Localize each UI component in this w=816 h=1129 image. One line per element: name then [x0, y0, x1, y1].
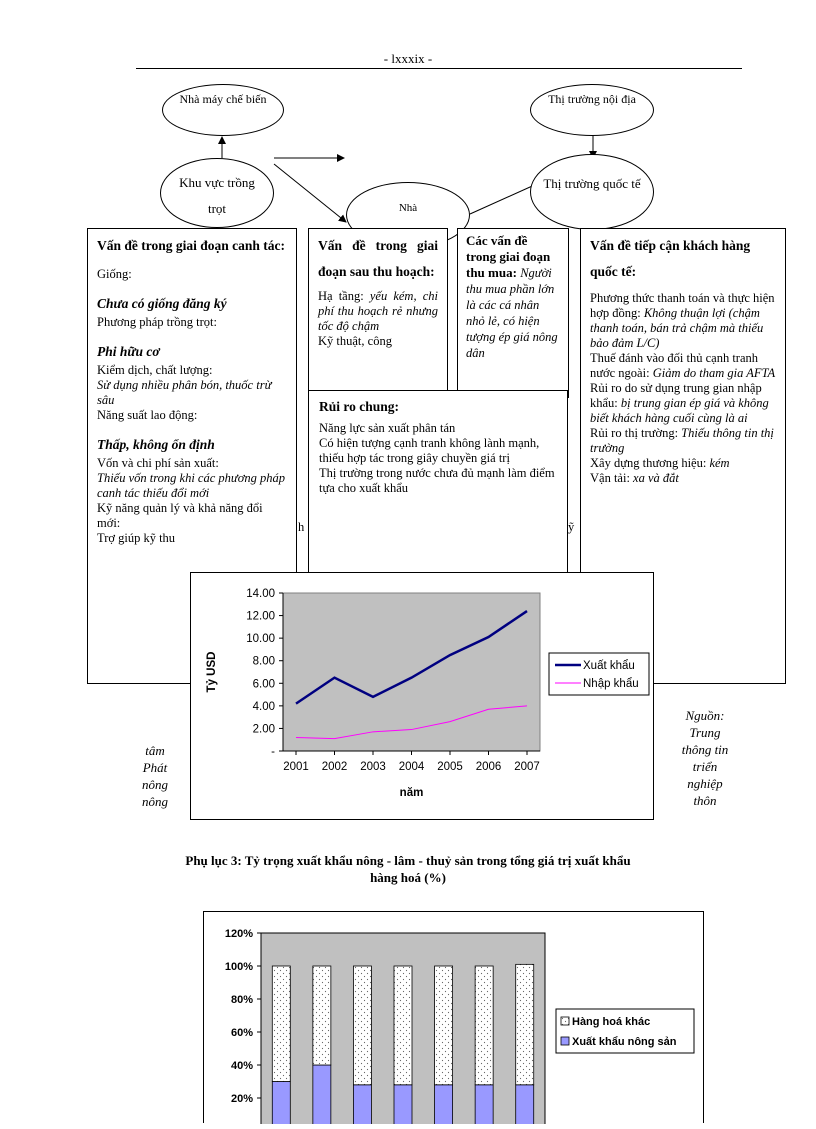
node-growing-area-label: Khu vực trồng trọt — [179, 175, 255, 216]
line-chart — [190, 572, 654, 820]
international-line-value: kém — [709, 456, 730, 470]
left-stub-line: Phát — [142, 760, 168, 775]
international-line-label: Rủi ro thị trường: — [590, 426, 682, 440]
line-x-tick-label: 2005 — [437, 761, 463, 773]
bar-legend-swatch — [561, 1017, 569, 1025]
bar-agri-export — [435, 1085, 453, 1124]
page-number: - lxxxix - — [383, 51, 433, 66]
box-cultivation-title: Vấn đề trong giai đoạn canh tác: — [97, 238, 286, 253]
left-stub-line: nông — [142, 794, 168, 809]
cultivation-line: Kỹ năng quản lý và khả năng đổi mới: — [97, 501, 263, 530]
node-domestic-market — [530, 84, 654, 136]
post-harvest-infra-label: Hạ tầng: — [318, 289, 370, 303]
bar-agri-export — [313, 1065, 331, 1124]
box-cultivation-content — [97, 267, 287, 546]
cultivation-line: Giống: — [97, 267, 132, 281]
international-line-value: xa và đắt — [633, 471, 679, 485]
line-y-axis-label: Tỷ USD — [206, 651, 218, 693]
bar-agri-export — [475, 1085, 493, 1124]
bar-y-tick-label: 60% — [230, 1027, 253, 1039]
post-harvest-tech: Kỹ thuật, công — [318, 334, 392, 348]
left-stub-line: tâm — [145, 743, 165, 758]
line-y-tick-label: 2.00 — [252, 723, 275, 736]
bar-agri-export — [272, 1082, 290, 1125]
cultivation-line: Năng suất lao động: — [97, 408, 198, 422]
line-x-tick-label: 2004 — [398, 761, 425, 773]
box-purchasing-text: Người thu mua phần lớn là các cá nhân nhỏ lẻ, có hiện tượng ép giá nông dân — [466, 266, 558, 360]
line-y-tick-label: 6.00 — [252, 678, 275, 691]
bar-agri-export — [394, 1085, 412, 1124]
international-line-label: Xây dựng thương hiệu: — [590, 456, 710, 470]
text-fragment-y: ỹ — [568, 520, 575, 534]
bar-other-goods — [435, 966, 453, 1085]
international-line-value: bị trung gian ép giá và không biết khách hàng cuối cùng là ai — [590, 396, 769, 425]
right-stub-line: triển — [692, 759, 718, 774]
appendix-caption — [0, 852, 816, 886]
right-stub-line: Nguồn: — [685, 708, 725, 723]
cultivation-line: Phương pháp trồng trọt: — [97, 315, 217, 329]
node-growing-area — [160, 158, 274, 228]
general-risk-line-1: Năng lực sản xuất phân tán — [319, 421, 456, 435]
box-general-risk — [308, 390, 568, 582]
box-post-harvest — [308, 228, 448, 398]
line-plot-area — [283, 593, 540, 751]
box-international-content — [590, 291, 776, 486]
bar-other-goods — [313, 966, 331, 1065]
line-legend-label: Nhập khẩu — [583, 678, 639, 690]
caption-line-1: Phụ lục 3: Tỷ trọng xuất khẩu nông - lâm - thuỷ sản trong tổng giá trị xuất khẩu — [185, 853, 631, 868]
line-legend-label: Xuất khẩu — [583, 660, 635, 672]
line-y-tick-label: 10.00 — [246, 633, 275, 646]
cultivation-line: Trợ giúp kỹ thu — [97, 531, 176, 545]
node-domestic-market-label: Thị trường nội địa — [548, 92, 636, 106]
line-x-tick-label: 2003 — [360, 761, 386, 773]
node-international-market — [530, 154, 654, 230]
bar-other-goods — [475, 966, 493, 1085]
line-y-tick-label: 12.00 — [246, 610, 275, 623]
bar-legend-label: Xuất khẩu nông sản — [572, 1036, 677, 1048]
line-y-tick-label: 14.00 — [246, 588, 275, 600]
node-processing-plant — [162, 84, 284, 136]
general-risk-line-3: Thị trường trong nước chưa đủ mạnh làm điểm tựa cho xuất khẩu — [319, 466, 555, 495]
arrow-to-middle — [274, 164, 346, 222]
box-international-title: Vấn đề tiếp cận khách hàng quốc tế: — [590, 238, 751, 279]
line-y-tick-label: 4.00 — [252, 700, 275, 713]
international-line — [590, 351, 776, 381]
international-line-label: Phương thức thanh toán và thực hiện hợp đồng: — [590, 291, 775, 320]
node-middle-label: Nhà — [398, 202, 418, 214]
line-chart-svg — [191, 573, 653, 819]
cultivation-line: Vốn và chi phí sản xuất: — [97, 456, 219, 470]
line-x-tick-label: 2007 — [514, 761, 540, 773]
line-y-tick-label: - — [271, 746, 275, 758]
line-y-tick-label: 8.00 — [252, 655, 275, 668]
bar-other-goods — [272, 966, 290, 1082]
right-stub-line: thôn — [693, 793, 717, 808]
right-stub-line: thông tin — [681, 742, 729, 757]
bar-legend-swatch — [561, 1037, 569, 1045]
bar-other-goods — [353, 966, 371, 1085]
left-stub-line: nông — [142, 777, 168, 792]
cultivation-line: Chưa có giống đăng ký — [97, 296, 227, 311]
box-post-harvest-title: Vấn đề trong giai đoạn sau thu hoạch: — [318, 238, 438, 279]
node-processing-plant-label: Nhà máy chế biến — [179, 92, 267, 106]
bar-chart-svg — [204, 912, 703, 1124]
international-line-label: Rủi ro do sử dụng trung gian nhập khẩu: — [590, 381, 762, 410]
bar-chart — [203, 911, 704, 1123]
cultivation-line: Sử dụng nhiều phân bón, thuốc trừ sâu — [97, 378, 272, 407]
international-line-value: Thiếu thông tin thị trường — [590, 426, 774, 455]
line-x-axis-label: năm — [399, 787, 424, 799]
line-x-tick-label: 2006 — [475, 761, 502, 773]
international-line-value: Không thuận lợi (chậm thanh toán, bán trả chậm mà thiếu bảo đảm L/C) — [590, 306, 764, 350]
international-line-value: Giảm do tham gia AFTA — [652, 366, 776, 380]
left-stub-text — [120, 742, 190, 810]
box-general-risk-title: Rủi ro chung: — [319, 399, 400, 414]
general-risk-line-2: Có hiện tượng cạnh tranh không lành mạnh, thiếu hợp tác trong giây chuyền giá trị — [319, 436, 540, 465]
bar-y-tick-label: 100% — [224, 961, 253, 973]
international-line-label: Thuế đánh vào đối thủ cạnh tranh nước ngoài: — [590, 351, 759, 380]
international-line — [590, 456, 776, 471]
cultivation-line: Thấp, không ổn định — [97, 437, 215, 452]
international-line — [590, 471, 776, 486]
bar-legend-label: Hàng hoá khác — [572, 1016, 651, 1028]
cultivation-line: Kiểm dịch, chất lượng: — [97, 363, 213, 377]
international-line-label: Vận tải: — [590, 471, 634, 485]
post-harvest-infra-text: yếu kém, chi phí thu hoạch rẻ nhưng tốc độ chậm — [318, 289, 438, 333]
international-line — [590, 381, 776, 426]
text-fragment-h: h — [298, 520, 305, 534]
right-stub-line: nghiệp — [687, 776, 723, 791]
bar-y-tick-label: 20% — [230, 1093, 253, 1105]
cultivation-line: Thiếu vốn trong khi các phương pháp canh tác thiếu đổi mới — [97, 471, 286, 500]
international-line — [590, 426, 776, 456]
line-x-tick-label: 2001 — [283, 761, 309, 773]
node-international-market-label: Thị trường quốc tế — [543, 176, 641, 191]
caption-line-2: hàng hoá (%) — [370, 870, 446, 885]
box-purchasing — [457, 228, 569, 398]
line-x-tick-label: 2002 — [321, 761, 348, 773]
cultivation-line: Phi hữu cơ — [97, 344, 160, 359]
bar-other-goods — [394, 966, 412, 1085]
box-purchasing-title: Các vấn đề trong giai đoạn thu mua: — [466, 233, 551, 280]
bar-agri-export — [516, 1085, 534, 1124]
international-line — [590, 291, 776, 351]
bar-y-tick-label: 120% — [224, 928, 253, 940]
bar-y-tick-label: 80% — [230, 994, 253, 1006]
right-stub-line: Trung — [689, 725, 721, 740]
right-stub-text — [665, 707, 745, 809]
bar-agri-export — [353, 1085, 371, 1124]
bar-other-goods — [516, 964, 534, 1084]
bar-y-tick-label: 40% — [230, 1060, 253, 1072]
